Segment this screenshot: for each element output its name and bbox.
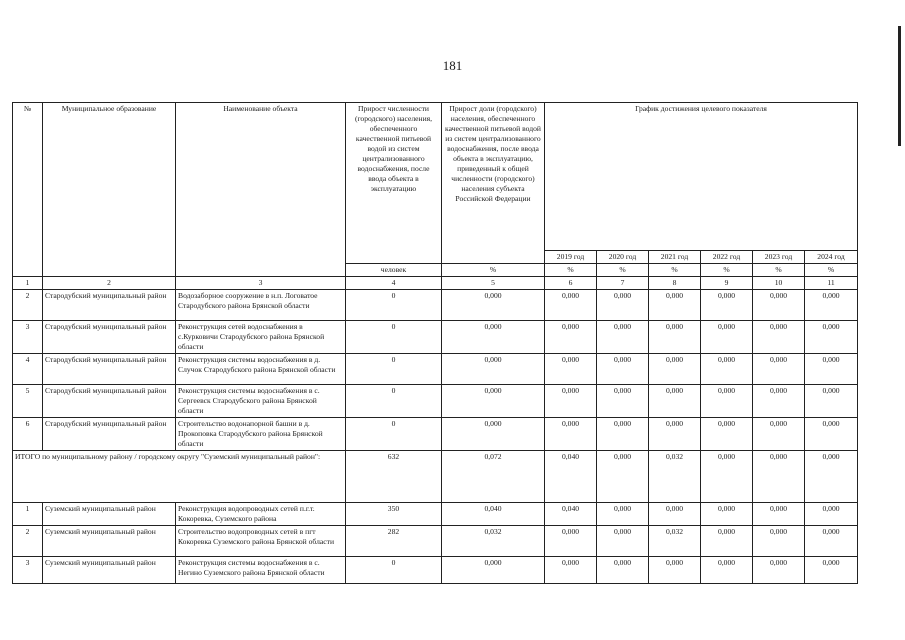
- row-municipality: Стародубский муниципальный район: [43, 290, 176, 321]
- row-year-value: 0,000: [753, 354, 805, 385]
- column-number: 7: [597, 277, 649, 290]
- row-num: 1: [13, 503, 43, 526]
- row-year-value: 0,000: [545, 290, 597, 321]
- row-share: 0,032: [442, 526, 545, 557]
- total-row: [13, 451, 858, 503]
- row-year-value: 0,000: [545, 557, 597, 584]
- row-num: 2: [13, 526, 43, 557]
- row-object: Реконструкция сетей водоснабжения в с.Курковичи Стародубского района Брянской области: [176, 321, 346, 354]
- unit-percent: %: [597, 264, 649, 277]
- row-year-value: 0,000: [649, 557, 701, 584]
- row-municipality: Стародубский муниципальный район: [43, 354, 176, 385]
- column-number: 6: [545, 277, 597, 290]
- row-year-value: 0,000: [649, 418, 701, 451]
- row-year-value: 0,000: [701, 290, 753, 321]
- row-object: Водозаборное сооружение в н.п. Логоватое Стародубского района Брянской области: [176, 290, 346, 321]
- header-schedule: График достижения целевого показателя: [545, 103, 858, 251]
- scan-edge-mark: [898, 26, 901, 146]
- row-year-value: 0,000: [597, 526, 649, 557]
- table-row: [13, 526, 858, 557]
- column-number: 4: [346, 277, 442, 290]
- column-number: 1: [13, 277, 43, 290]
- row-municipality: Стародубский муниципальный район: [43, 418, 176, 451]
- row-year-value: 0,000: [805, 557, 858, 584]
- row-people: 0: [346, 290, 442, 321]
- total-year-value: 0,000: [597, 451, 649, 503]
- row-year-value: 0,000: [649, 354, 701, 385]
- row-people: 0: [346, 354, 442, 385]
- total-year-value: 0,032: [649, 451, 701, 503]
- unit-percent: %: [753, 264, 805, 277]
- total-year-value: 0,040: [545, 451, 597, 503]
- row-object: Строительство водонапорной башни в д. Прокоповка Стародубского района Брянской области: [176, 418, 346, 451]
- row-year-value: 0,000: [701, 418, 753, 451]
- row-year-value: 0,000: [649, 503, 701, 526]
- table-row: [13, 354, 858, 385]
- header-year: 2024 год: [805, 251, 858, 264]
- row-object: Реконструкция водопроводных сетей п.г.т. Кокоревка, Суземского района: [176, 503, 346, 526]
- row-year-value: 0,000: [701, 526, 753, 557]
- column-number: 10: [753, 277, 805, 290]
- row-object: Строительство водопроводных сетей в пгт Кокоревка Суземского района Брянской области: [176, 526, 346, 557]
- row-people: 282: [346, 526, 442, 557]
- header-object: Наименование объекта: [176, 103, 346, 277]
- total-share: 0,072: [442, 451, 545, 503]
- total-year-value: 0,000: [753, 451, 805, 503]
- header-share-growth: Прирост доли (городского) населения, обеспеченного качественной питьевой водой из систем централизованного водоснабжения, после ввода объекта в эксплуатацию, приведенный к общей численности (городского) населения субъекта Российской Федерации: [442, 103, 545, 264]
- row-year-value: 0,000: [805, 418, 858, 451]
- unit-percent: %: [442, 264, 545, 277]
- row-people: 0: [346, 321, 442, 354]
- row-year-value: 0,000: [753, 557, 805, 584]
- total-label: ИТОГО по муниципальному району / городскому округу "Суземский муниципальный район":: [13, 451, 346, 503]
- row-num: 6: [13, 418, 43, 451]
- row-year-value: 0,000: [701, 503, 753, 526]
- row-year-value: 0,000: [753, 385, 805, 418]
- row-year-value: 0,000: [753, 290, 805, 321]
- row-people: 350: [346, 503, 442, 526]
- row-num: 5: [13, 385, 43, 418]
- unit-people: человек: [346, 264, 442, 277]
- table-row: [13, 385, 858, 418]
- row-year-value: 0,000: [545, 526, 597, 557]
- row-object: Реконструкция системы водоснабжения в с. Сергеевск Стародубского района Брянской области: [176, 385, 346, 418]
- row-share: 0,040: [442, 503, 545, 526]
- row-object: Реконструкция системы водоснабжения в д. Случок Стародубского района Брянской области: [176, 354, 346, 385]
- row-people: 0: [346, 418, 442, 451]
- row-year-value: 0,000: [805, 321, 858, 354]
- column-number: 2: [43, 277, 176, 290]
- row-year-value: 0,000: [753, 526, 805, 557]
- row-municipality: Стародубский муниципальный район: [43, 321, 176, 354]
- header-year: 2023 год: [753, 251, 805, 264]
- row-year-value: 0,000: [753, 503, 805, 526]
- row-num: 3: [13, 557, 43, 584]
- total-year-value: 0,000: [701, 451, 753, 503]
- row-municipality: Суземский муниципальный район: [43, 526, 176, 557]
- row-year-value: 0,000: [545, 418, 597, 451]
- header-num: №: [13, 103, 43, 277]
- row-year-value: 0,000: [597, 503, 649, 526]
- row-year-value: 0,000: [597, 321, 649, 354]
- row-year-value: 0,000: [597, 354, 649, 385]
- row-year-value: 0,000: [805, 385, 858, 418]
- row-year-value: 0,000: [753, 321, 805, 354]
- row-year-value: 0,000: [701, 557, 753, 584]
- row-num: 2: [13, 290, 43, 321]
- row-year-value: 0,000: [597, 557, 649, 584]
- row-municipality: Суземский муниципальный район: [43, 557, 176, 584]
- row-year-value: 0,000: [805, 290, 858, 321]
- row-year-value: 0,000: [597, 290, 649, 321]
- row-year-value: 0,000: [701, 321, 753, 354]
- unit-percent: %: [701, 264, 753, 277]
- header-municipality: Муниципальное образование: [43, 103, 176, 277]
- row-share: 0,000: [442, 354, 545, 385]
- unit-percent: %: [805, 264, 858, 277]
- row-municipality: Суземский муниципальный район: [43, 503, 176, 526]
- table-row: [13, 321, 858, 354]
- row-municipality: Стародубский муниципальный район: [43, 385, 176, 418]
- header-year: 2022 год: [701, 251, 753, 264]
- row-year-value: 0,000: [805, 354, 858, 385]
- column-number: 9: [701, 277, 753, 290]
- target-indicator-table: [12, 102, 858, 584]
- unit-percent: %: [649, 264, 701, 277]
- row-num: 3: [13, 321, 43, 354]
- row-object: Реконструкция системы водоснабжения в с. Негино Суземского района Брянской области: [176, 557, 346, 584]
- row-share: 0,000: [442, 418, 545, 451]
- header-population-growth: Прирост численности (городского) населения, обеспеченного качественной питьевой водой из систем централизованного водоснабжения, после ввода объекта в эксплуатацию: [346, 103, 442, 264]
- row-year-value: 0,000: [805, 503, 858, 526]
- row-share: 0,000: [442, 557, 545, 584]
- row-year-value: 0,000: [597, 385, 649, 418]
- row-year-value: 0,032: [649, 526, 701, 557]
- table-row: [13, 290, 858, 321]
- row-year-value: 0,000: [545, 354, 597, 385]
- column-number: 5: [442, 277, 545, 290]
- row-year-value: 0,000: [545, 321, 597, 354]
- header-year: 2019 год: [545, 251, 597, 264]
- table-row: [13, 503, 858, 526]
- page-number: 181: [442, 58, 463, 73]
- row-share: 0,000: [442, 290, 545, 321]
- row-year-value: 0,000: [649, 290, 701, 321]
- header-year: 2021 год: [649, 251, 701, 264]
- row-share: 0,000: [442, 321, 545, 354]
- row-share: 0,000: [442, 385, 545, 418]
- row-year-value: 0,040: [545, 503, 597, 526]
- row-year-value: 0,000: [597, 418, 649, 451]
- row-year-value: 0,000: [805, 526, 858, 557]
- row-people: 0: [346, 385, 442, 418]
- total-people: 632: [346, 451, 442, 503]
- column-number: 8: [649, 277, 701, 290]
- header-year: 2020 год: [597, 251, 649, 264]
- row-year-value: 0,000: [545, 385, 597, 418]
- row-num: 4: [13, 354, 43, 385]
- column-number: 3: [176, 277, 346, 290]
- unit-percent: %: [545, 264, 597, 277]
- row-year-value: 0,000: [701, 354, 753, 385]
- column-number: 11: [805, 277, 858, 290]
- row-people: 0: [346, 557, 442, 584]
- row-year-value: 0,000: [649, 321, 701, 354]
- table-row: [13, 418, 858, 451]
- table-row: [13, 557, 858, 584]
- row-year-value: 0,000: [649, 385, 701, 418]
- row-year-value: 0,000: [753, 418, 805, 451]
- total-year-value: 0,000: [805, 451, 858, 503]
- row-year-value: 0,000: [701, 385, 753, 418]
